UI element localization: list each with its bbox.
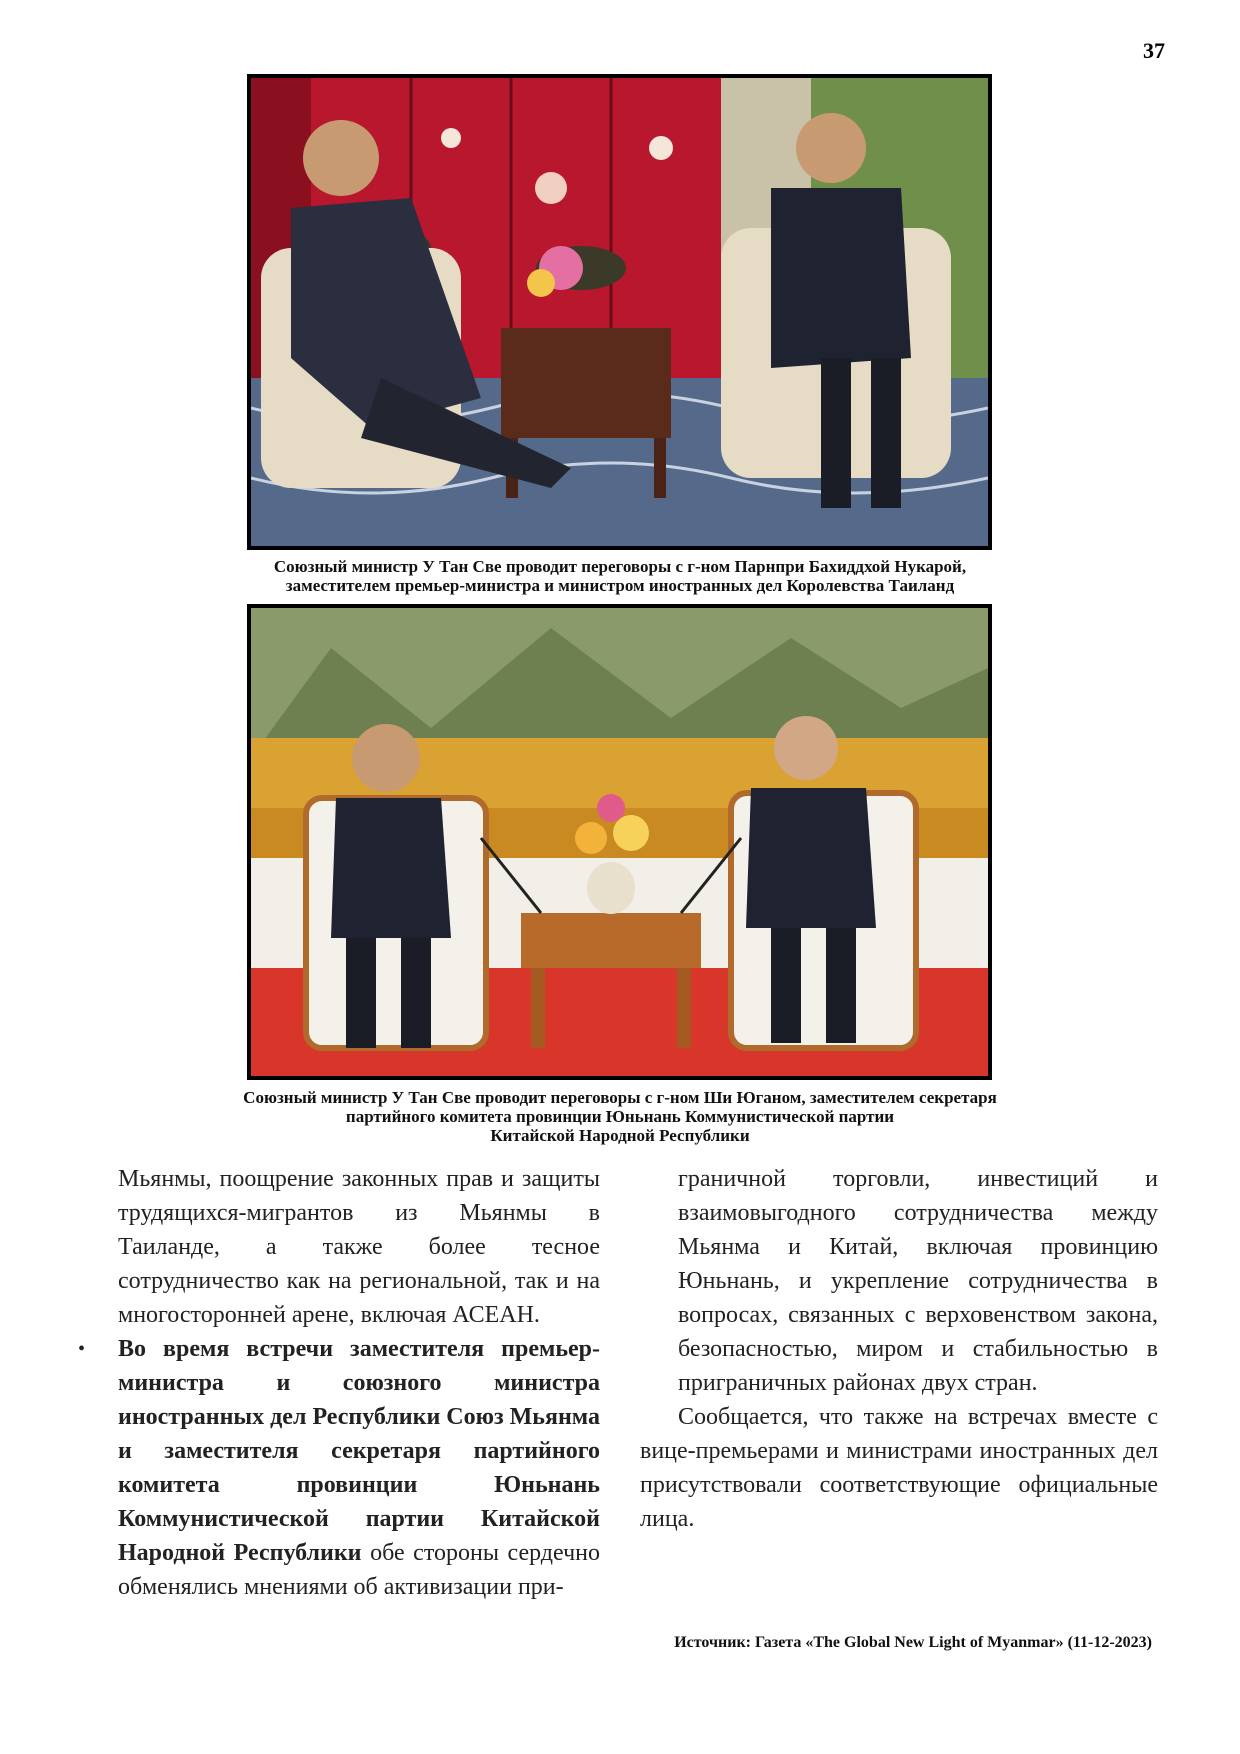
meeting-photo-thailand <box>247 74 992 550</box>
caption1-line1: Союзный министр У Тан Све проводит переговоры с г-ном Парнпри Бахиддхой Нукарой, <box>273 557 967 576</box>
caption2-line3: Китайской Народной Республики <box>490 1126 750 1145</box>
photo-caption-yunnan <box>150 1088 1090 1145</box>
page-number: 37 <box>1143 38 1165 63</box>
caption2-line1: Союзный министр У Тан Све проводит переговоры с г-ном Ши Юганом, заместителем секретаря <box>243 1088 997 1107</box>
caption2-line2: партийного комитета провинции Юньнань Коммунистической партии <box>345 1107 895 1126</box>
left-column <box>78 1162 600 1604</box>
bullet-bold-text: Во время встречи заместителя премьер-министра и союзного министра иностранных дел Республики Союз Мьянма и заместителя секретаря партийного комитета провинции Юньнань Коммунистической партии Китайской Народной Республики <box>118 1336 600 1566</box>
meeting-photo-yunnan <box>247 604 992 1080</box>
bullet-icon: • <box>78 1338 86 1360</box>
bullet-item <box>78 1332 600 1604</box>
right-column <box>640 1162 1158 1536</box>
caption1-line2: заместителем премьер-министра и министром иностранных дел Королевства Таиланд <box>285 576 955 595</box>
bullet-regular-text: обе стороны сердечно обменялись мнениями об активизации при- <box>118 1540 600 1600</box>
photo-thailand-image <box>251 78 988 546</box>
right-paragraph-1: граничной торговли, инвестиций и взаимовыгодного сотрудничества между Мьянма и Китай, включая провинцию Юньнань, и укрепление сотрудничества в вопросах, связанных с верховенством закона, безопасностью, миром и стабильностью в приграничных районах двух стран. <box>678 1166 1158 1396</box>
source-note: Источник: Газета «The Global New Light of Myanmar» (11-12-2023) <box>674 1634 1152 1651</box>
left-paragraph-1: Мьянмы, поощрение законных прав и защиты трудящихся-мигрантов из Мьянмы в Таиланде, а также более тесное сотрудничество как на региональной, так и на многосторонней арене, включая АСЕАН. <box>118 1166 600 1328</box>
right-paragraph-2: Сообщается, что также на встречах вместе с вице-премьерами и министрами иностранных дел присутствовали соответствующие официальные лица. <box>640 1404 1158 1532</box>
photo-yunnan-image <box>251 608 988 1076</box>
photo-caption-thailand <box>150 557 1090 595</box>
